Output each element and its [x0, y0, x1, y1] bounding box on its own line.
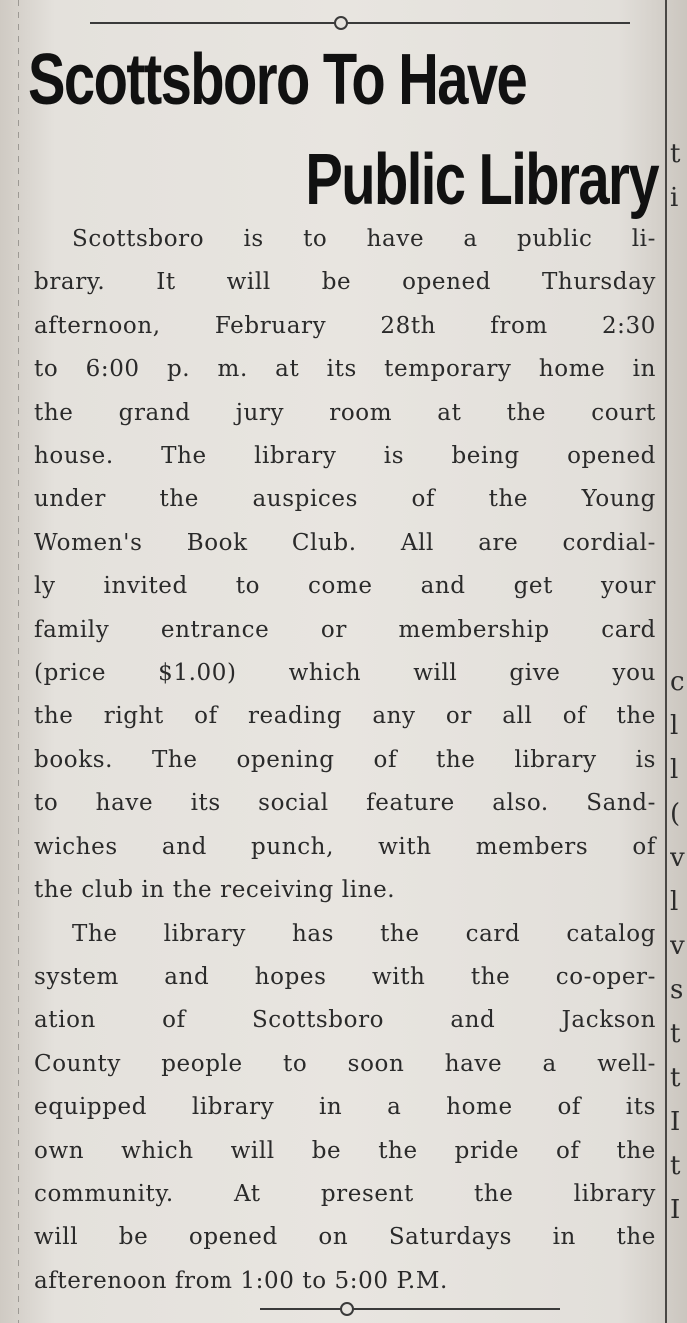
text-line: equipped library in a home of its	[34, 1094, 656, 1121]
adjacent-column-fragments	[670, 0, 687, 1323]
adjacent-column-fragment: l	[670, 711, 679, 741]
text-line: afternoon, February 28th from 2:30	[34, 312, 656, 339]
adjacent-column-fragment	[670, 352, 687, 396]
adjacent-column-fragment: t	[670, 139, 681, 169]
adjacent-column-fragment	[670, 572, 687, 616]
text-line: system and hopes with the co-oper-	[34, 963, 656, 990]
text-line: Women's Book Club. All are cordial-	[34, 529, 656, 556]
text-line: the club in the receiving line.	[34, 877, 396, 904]
adjacent-column-fragment	[670, 396, 687, 440]
headline-line-2: Public Library	[305, 140, 658, 220]
adjacent-column-fragment: I	[670, 1107, 681, 1137]
adjacent-column-fragment: l	[670, 887, 679, 917]
adjacent-column-fragment: l	[670, 755, 679, 785]
adjacent-column-fragment	[670, 308, 687, 352]
text-line: the grand jury room at the court	[34, 399, 656, 426]
top-divider-ornament	[334, 16, 348, 30]
text-line: The library has the card catalog	[72, 920, 656, 947]
adjacent-column-fragment	[670, 616, 687, 660]
text-line: ly invited to come and get your	[34, 573, 656, 600]
text-line: the right of reading any or all of the	[34, 703, 656, 730]
adjacent-column-fragment	[670, 0, 687, 44]
text-line: will be opened on Saturdays in the	[34, 1224, 656, 1251]
adjacent-column-fragment: t	[670, 1063, 681, 1093]
text-line: (price $1.00) which will give you	[34, 660, 656, 687]
adjacent-column-fragment	[670, 528, 687, 572]
headline-line-1: Scottsboro To Have	[28, 40, 527, 120]
text-line: brary. It will be opened Thursday	[34, 269, 656, 296]
text-line: own which will be the pride of the	[34, 1137, 656, 1164]
bottom-divider-ornament	[340, 1302, 354, 1316]
adjacent-column-fragment: t	[670, 1151, 681, 1181]
adjacent-column-fragment	[670, 1276, 687, 1320]
text-line: to have its social feature also. Sand-	[34, 790, 656, 817]
paragraph-2	[34, 913, 656, 1304]
headline	[28, 40, 658, 220]
right-column-rule	[665, 0, 667, 1323]
adjacent-column-fragment: v	[670, 843, 685, 873]
text-line: under the auspices of the Young	[34, 486, 656, 513]
adjacent-column-fragment	[670, 44, 687, 88]
text-line: to 6:00 p. m. at its temporary home in	[34, 356, 656, 383]
adjacent-column-fragment	[670, 264, 687, 308]
adjacent-column-fragment: i	[670, 183, 679, 213]
adjacent-column-fragment	[670, 88, 687, 132]
left-column-rule	[18, 0, 19, 1323]
text-line: Scottsboro is to have a public li-	[72, 226, 656, 252]
adjacent-column-fragment: t	[670, 1019, 681, 1049]
adjacent-column-fragment	[670, 484, 687, 528]
adjacent-column-fragment: (	[670, 799, 681, 829]
text-line: afterenoon from 1:00 to 5:00 P.M.	[34, 1267, 448, 1294]
adjacent-column-fragment	[670, 220, 687, 264]
text-line: books. The opening of the library is	[34, 746, 656, 773]
top-divider-rule	[90, 22, 630, 24]
text-line: community. At present the library	[34, 1180, 656, 1207]
paragraph-1	[34, 218, 656, 913]
adjacent-column-fragment: I	[670, 1195, 681, 1225]
article-body	[34, 218, 656, 1303]
adjacent-column-fragment	[670, 1232, 687, 1276]
adjacent-column-fragment: v	[670, 931, 685, 961]
text-line: County people to soon have a well-	[34, 1050, 656, 1077]
adjacent-column-fragment: c	[670, 667, 685, 697]
adjacent-column-fragment	[670, 440, 687, 484]
adjacent-column-fragment: s	[670, 975, 684, 1005]
text-line: ation of Scottsboro and Jackson	[34, 1007, 656, 1034]
text-line: wiches and punch, with members of	[34, 833, 656, 860]
bottom-divider-rule	[260, 1308, 560, 1310]
text-line: house. The library is being opened	[34, 443, 656, 470]
text-line: family entrance or membership card	[34, 616, 656, 643]
